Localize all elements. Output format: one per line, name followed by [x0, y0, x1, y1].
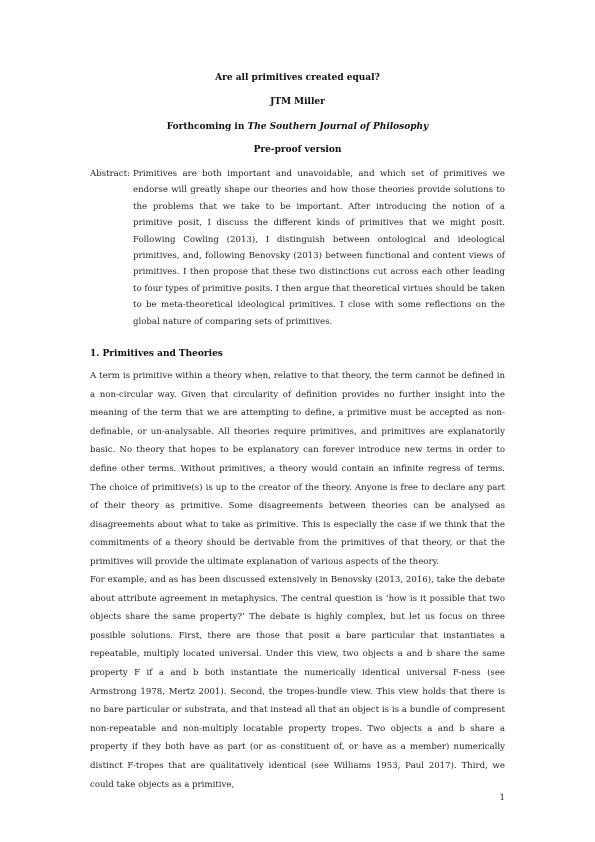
page-number: 1: [499, 793, 505, 803]
abstract-label: Abstract:: [90, 169, 130, 179]
journal-name: The Southern Journal of Philosophy: [247, 122, 429, 132]
author-name: JTM Miller: [270, 97, 325, 107]
abstract-text: Primitives are both important and unavoidable, and which set of primitives we endorse will greatly shape our theories and how those theories provide solutions to the problems that we take to be important. After introducing the notion of a primitive posit, I discuss the different kinds of primitives that we might posit. Following Cowling (2013), I distinguish between ontological and ideological primitives, and, following Benovsky (2013) between functional and content views of primitives. I then propose that these two distinctions cut across each other leading to four types of primitive posits. I then argue that theoretical virtues should be taken to be meta-theoretical ideological primitives. I close with some reflections on the global nature of comparing sets of primitives.: [133, 169, 505, 327]
paper-title: Are all primitives created equal?: [215, 73, 380, 83]
body-paragraph-2: For example, and as has been discussed extensively in Benovsky (2013, 2016), take the debate about attribute agreement in metaphysics. The central question is ‘how is it possible that two objects share the same property?’ The debate is highly complex, but let us focus on three possible solutions. First, there are those that posit a bare particular that instantiates a repeatable, multiply located universal. Under this view, two objects a and b share the same property F if a and b both instantiate the numerically identical universal F-ness (see Armstrong 1978, Mertz 2001). Second, the tropes-bundle view. This view holds that there is no bare particular or substrata, and that instead all that an object is is a bundle of compresent non-repeatable and non-multiply locatable property tropes. Two objects a and b share a property if they both have as part (or as constituent of, or have as a member) numerically distinct F-tropes that are qualitatively identical (see Williams 1953, Paul 2017). Third, we could take objects as a primitive,: [90, 575, 505, 790]
forthcoming-line: [0, 121, 595, 133]
body-paragraph-1: A term is primitive within a theory when, relative to that theory, the term cannot be defined in a non-circular way. Given that circularity of definition provides no further insight into the meaning of the term that we are attempting to define, a primitive must be accepted as non-definable, or un-analysable. All theories require primitives, and primitives are explanatorily basic. No theory that hopes to be explanatory can forever introduce new terms in order to define other terms. Without primitives, a theory would contain an infinite regress of terms. The choice of primitive(s) is up to the creator of the theory. Anyone is free to declare any part of their theory as primitive. Some disagreements between theories can be analysed as disagreements about what to take as primitive. This is especially the case if we think that the commitments of a theory should be derivable from the primitives of that theory, or that the primitives will provide the ultimate explanation of various aspects of the theory.: [90, 371, 505, 567]
section-heading: 1. Primitives and Theories: [90, 349, 223, 359]
version-label: Pre-proof version: [253, 145, 342, 155]
forthcoming-prefix: Forthcoming in: [166, 122, 248, 132]
